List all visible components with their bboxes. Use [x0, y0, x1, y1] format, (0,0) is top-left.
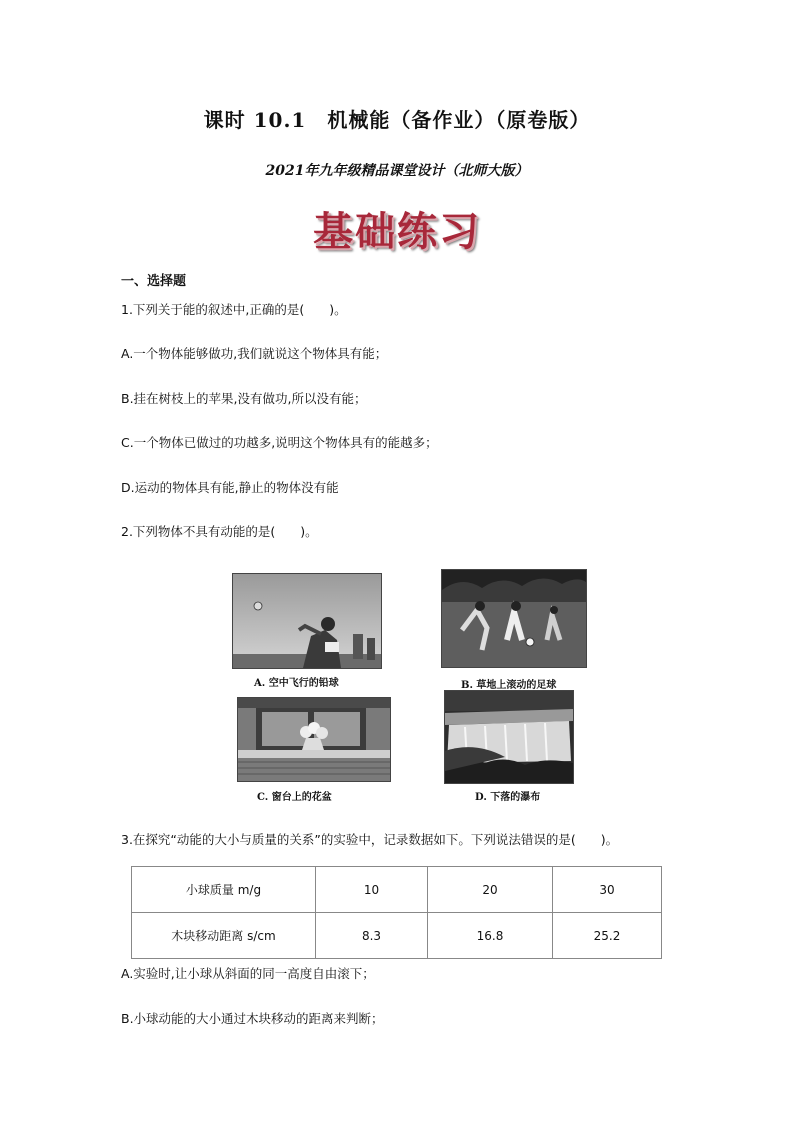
- question-1-stem: 1.下列关于能的叙述中,正确的是( )。: [121, 302, 347, 317]
- photo-waterfall: [444, 690, 574, 784]
- document-subtitle: 2021年九年级精品课堂设计（北师大版）: [265, 163, 529, 179]
- table-cell: 25.2: [553, 913, 662, 959]
- photo-shot-put: [232, 573, 382, 669]
- table-cell: 8.3: [316, 913, 428, 959]
- table-cell: 20: [428, 867, 553, 913]
- section-heading: 一、选择题: [121, 274, 187, 289]
- question-1-option-c: C.一个物体已做过的功越多,说明这个物体具有的能越多；: [121, 435, 438, 450]
- experiment-table: [131, 866, 662, 959]
- section-banner: 基础练习: [313, 209, 481, 255]
- question-1-option-a: A.一个物体能够做功,我们就说这个物体具有能；: [121, 346, 388, 361]
- question-2-stem: 2.下列物体不具有动能的是( )。: [121, 524, 318, 539]
- football-image: [442, 570, 586, 667]
- waterfall-image: [445, 691, 573, 783]
- question-3-option-b: B.小球动能的大小通过木块移动的距离来判断；: [121, 1011, 384, 1026]
- table-cell: 木块移动距离 s/cm: [132, 913, 316, 959]
- table-row: [132, 913, 662, 959]
- flowerpot-image: [238, 698, 390, 781]
- document-title: 课时 10.1 机械能（备作业）（原卷版）: [203, 108, 591, 132]
- question-1-option-b: B.挂在树枝上的苹果,没有做功,所以没有能；: [121, 391, 367, 406]
- table-cell: 16.8: [428, 913, 553, 959]
- caption-a: A. 空中飞行的铅球: [254, 678, 339, 689]
- table-cell: 30: [553, 867, 662, 913]
- photo-football: [441, 569, 587, 668]
- table-row: [132, 867, 662, 913]
- question-3-stem: 3.在探究“动能的大小与质量的关系”的实验中，记录数据如下。下列说法错误的是( )。: [121, 832, 619, 847]
- caption-b: B. 草地上滚动的足球: [461, 680, 557, 691]
- question-3-option-a: A.实验时,让小球从斜面的同一高度自由滚下；: [121, 966, 375, 981]
- photo-flowerpot: [237, 697, 391, 782]
- question-1-option-d: D.运动的物体具有能,静止的物体没有能: [121, 480, 339, 495]
- shot-put-image: [233, 574, 381, 668]
- table-cell: 10: [316, 867, 428, 913]
- table-cell: 小球质量 m/g: [132, 867, 316, 913]
- caption-d: D. 下落的瀑布: [475, 792, 541, 803]
- caption-c: C. 窗台上的花盆: [257, 792, 332, 803]
